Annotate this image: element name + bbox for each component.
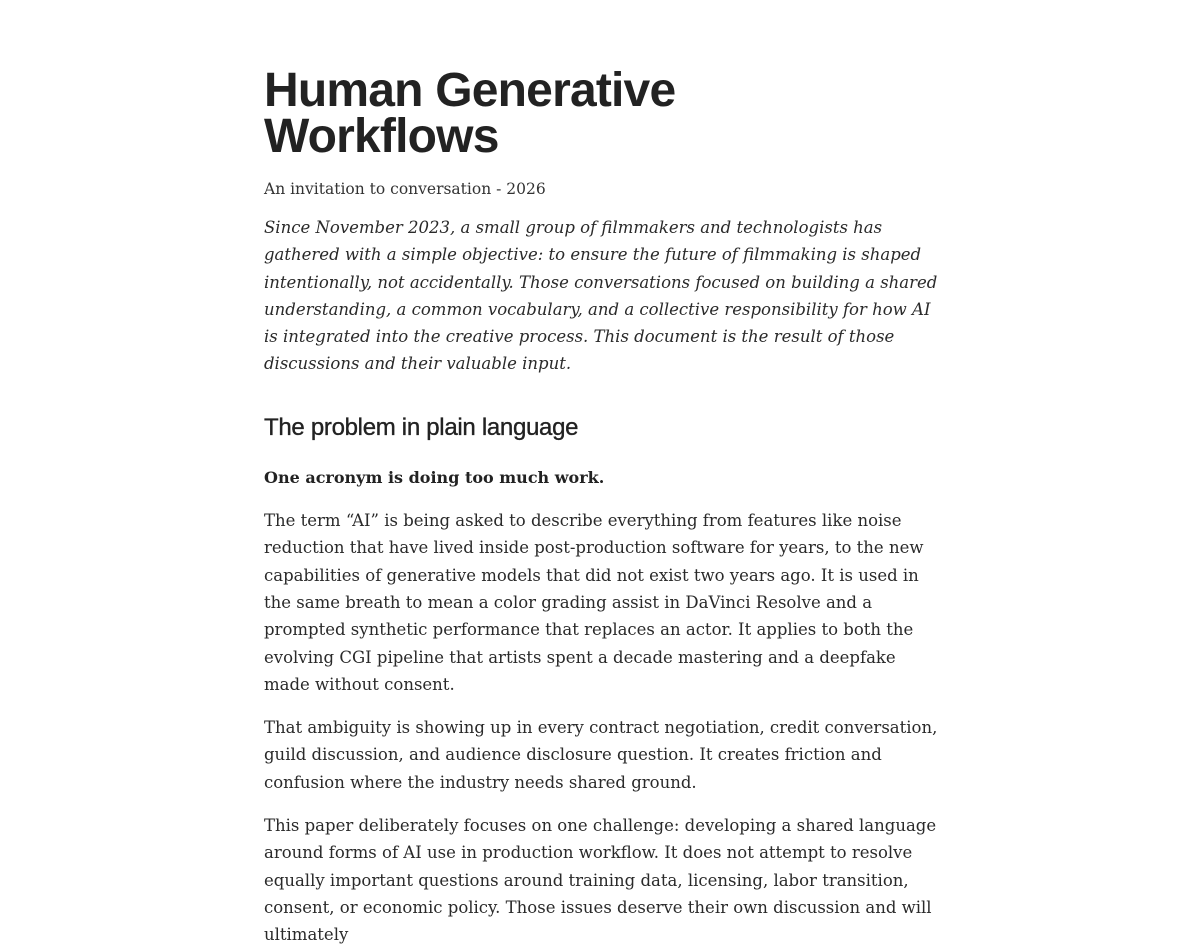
subtitle: An invitation to conversation - 2026 xyxy=(264,180,546,198)
body-paragraph-1: The term “AI” is being asked to describe everything from features like noise reduction that have lived inside post-production software for years, to the new capabilities of generative models that did not exist two years ago. It is used in the same breath to mean a color grading assist in DaVinci Resolve and a prompted synthetic performance that replaces an actor. It applies to both the evolving CGI pipeline that artists spent a decade mastering and a deepfake made without consent. xyxy=(264,511,924,694)
section-heading: The problem in plain language xyxy=(264,413,579,441)
intro-paragraph: Since November 2023, a small group of filmmakers and technologists has gathered with a simple objective: to ensure the future of filmmaking is shaped intentionally, not accidentally. Those conversations focused on building a shared understanding, a common vocabulary, and a collective responsibility for how AI is integrated into the creative process. This document is the result of those discussions and their valuable input. xyxy=(264,218,938,374)
body-paragraph-3: This paper deliberately focuses on one challenge: developing a shared language around forms of AI use in production workflow. It does not attempt to resolve equally important questions around training data, licensing, labor transition, consent, or economic policy. Those issues deserve their own discussion and will ultimately xyxy=(264,816,937,945)
page-title xyxy=(264,64,940,163)
body-paragraph-2: That ambiguity is showing up in every contract negotiation, credit conversation, guild discussion, and audience disclosure question. It creates friction and confusion where the industry needs shared ground. xyxy=(264,718,938,792)
article xyxy=(264,64,940,949)
page-title-line-2: Workflows xyxy=(264,110,499,163)
problem-section xyxy=(264,412,940,949)
section-lead: One acronym is doing too much work. xyxy=(264,467,605,487)
page-title-line-1: Human Generative xyxy=(264,64,676,117)
